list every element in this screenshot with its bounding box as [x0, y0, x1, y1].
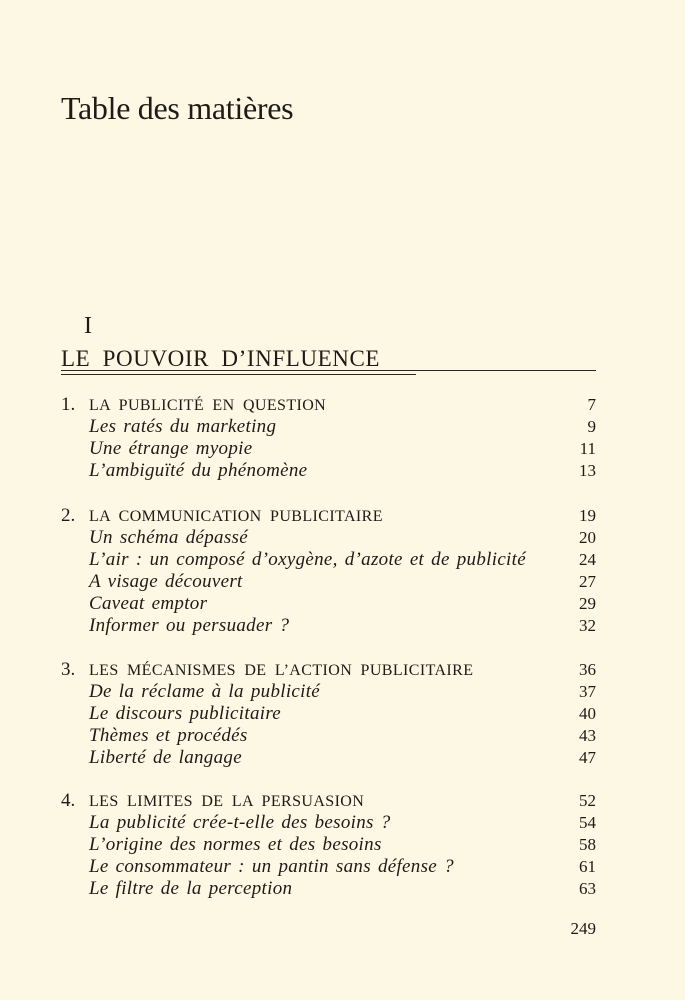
section-title: Le discours publicitaire: [89, 703, 282, 724]
page-number: 37: [579, 682, 596, 701]
chapter-2: [61, 505, 596, 637]
page-number: 24: [579, 550, 596, 569]
section-title: Liberté de langage: [89, 747, 242, 768]
section-entry[interactable]: [61, 416, 596, 438]
section-title: L’air : un composé d’oxygène, d’azote et de publicité: [89, 549, 526, 570]
chapter-3: [61, 659, 596, 769]
section-entry[interactable]: [61, 593, 596, 615]
chapter-4: [61, 790, 596, 900]
page-number: 52: [579, 791, 596, 810]
section-title: Le filtre de la perception: [89, 878, 293, 899]
section-entry[interactable]: [61, 527, 596, 549]
page-number: 40: [579, 704, 596, 723]
folio-page-number: 249: [570, 919, 596, 938]
page-number: 19: [579, 506, 596, 525]
section-entry[interactable]: [61, 438, 596, 460]
chapter-title: LA COMMUNICATION PUBLICITAIRE: [89, 508, 383, 525]
page-number: 11: [579, 439, 596, 458]
chapter-heading[interactable]: [61, 394, 596, 416]
section-entry[interactable]: [61, 747, 596, 769]
section-entry[interactable]: [61, 834, 596, 856]
page-number: 36: [579, 660, 596, 679]
section-entry[interactable]: [61, 725, 596, 747]
page-number: 20: [579, 528, 596, 547]
part-rule-underline: [61, 374, 416, 375]
section-title: Informer ou persuader ?: [89, 615, 290, 636]
section-entry[interactable]: [61, 571, 596, 593]
section-title: L’ambiguïté du phénomène: [89, 460, 308, 481]
section-entry[interactable]: [61, 703, 596, 725]
page-number: 13: [579, 461, 596, 480]
section-entry[interactable]: [61, 878, 596, 900]
chapter-1: [61, 394, 596, 482]
section-title: A visage découvert: [89, 571, 243, 592]
page-number: 27: [579, 572, 596, 591]
page-number: 63: [579, 879, 596, 898]
chapter-heading[interactable]: [61, 790, 596, 812]
section-title: De la réclame à la publicité: [89, 681, 321, 702]
part-numeral: I: [84, 313, 92, 339]
page-number: 61: [579, 857, 596, 876]
section-title: Le consommateur : un pantin sans défense ?: [89, 856, 454, 877]
page-number: 47: [579, 748, 596, 767]
page-number: 7: [587, 395, 596, 414]
chapter-title: LES MÉCANISMES DE L’ACTION PUBLICITAIRE: [89, 662, 474, 679]
chapter-heading[interactable]: [61, 505, 596, 527]
chapter-number: 3.: [61, 659, 76, 680]
section-entry[interactable]: [61, 681, 596, 703]
section-entry[interactable]: [61, 856, 596, 878]
section-entry[interactable]: [61, 460, 596, 482]
part-title: LE POUVOIR D’INFLUENCE: [61, 346, 381, 371]
section-title: Un schéma dépassé: [89, 527, 248, 548]
section-title: L’origine des normes et des besoins: [89, 834, 382, 855]
chapter-number: 4.: [61, 790, 76, 811]
chapter-heading[interactable]: [61, 659, 596, 681]
section-title: Thèmes et procédés: [89, 725, 248, 746]
section-title: La publicité crée-t-elle des besoins ?: [89, 812, 391, 833]
chapter-title: LES LIMITES DE LA PERSUASION: [89, 793, 365, 810]
page-title: Table des matières: [61, 90, 294, 126]
page-number: 54: [579, 813, 596, 832]
section-entry[interactable]: [61, 615, 596, 637]
page-number: 58: [579, 835, 596, 854]
chapter-number: 2.: [61, 505, 76, 526]
section-title: Une étrange myopie: [89, 438, 253, 459]
section-title: Caveat emptor: [89, 593, 208, 614]
chapter-title: LA PUBLICITÉ EN QUESTION: [89, 397, 327, 414]
page-number: 29: [579, 594, 596, 613]
section-title: Les ratés du marketing: [89, 416, 277, 437]
chapter-number: 1.: [61, 394, 76, 415]
page-number: 9: [587, 417, 596, 436]
section-entry[interactable]: [61, 812, 596, 834]
page-number: 43: [579, 726, 596, 745]
part-rule: [61, 370, 596, 371]
page-number: 32: [579, 616, 596, 635]
section-entry[interactable]: [61, 549, 596, 571]
